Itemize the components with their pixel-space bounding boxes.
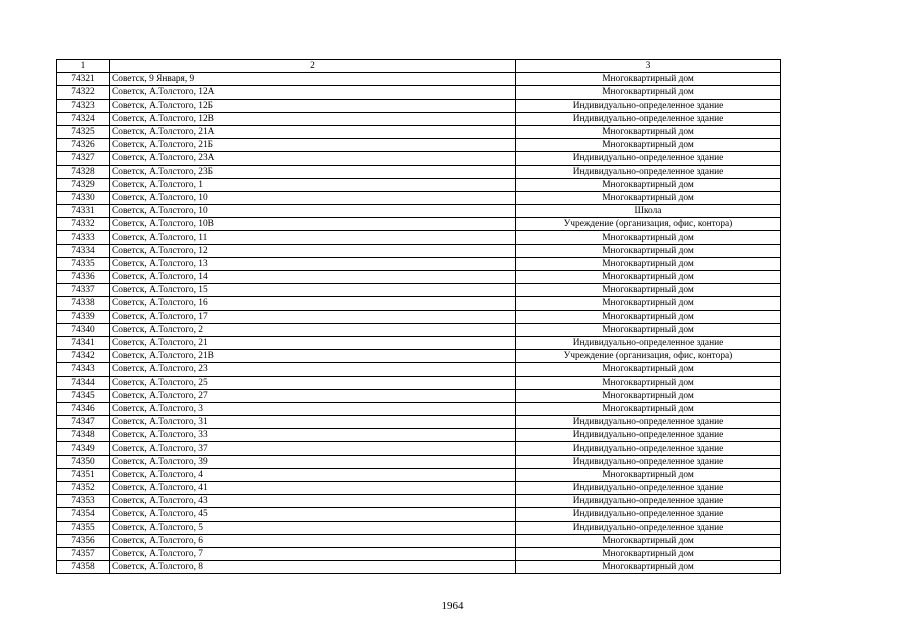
table-row (57, 416, 781, 429)
row-number-cell: 74343 (57, 363, 110, 376)
row-number-cell: 74341 (57, 336, 110, 349)
table-row (57, 310, 781, 323)
address-cell: Советск, А.Толстого, 13 (110, 257, 516, 270)
address-cell: Советск, А.Толстого, 10 (110, 191, 516, 204)
object-type-cell: Многоквартирный дом (516, 231, 781, 244)
object-type-cell: Учреждение (организация, офис, контора) (516, 350, 781, 363)
row-number-cell: 74337 (57, 284, 110, 297)
object-type-cell: Многоквартирный дом (516, 389, 781, 402)
table-row (57, 125, 781, 138)
object-type-cell: Индивидуально-определенное здание (516, 455, 781, 468)
object-type-cell: Индивидуально-определенное здание (516, 416, 781, 429)
table-row (57, 376, 781, 389)
row-number-cell: 74338 (57, 297, 110, 310)
table-row (57, 547, 781, 560)
row-number-cell: 74357 (57, 547, 110, 560)
address-cell: Советск, А.Толстого, 27 (110, 389, 516, 402)
object-type-cell: Индивидуально-определенное здание (516, 482, 781, 495)
table-row (57, 455, 781, 468)
table-row (57, 165, 781, 178)
address-cell: Советск, А.Толстого, 6 (110, 534, 516, 547)
table-row (57, 152, 781, 165)
address-cell: Советск, А.Толстого, 12Б (110, 99, 516, 112)
object-type-cell: Многоквартирный дом (516, 139, 781, 152)
object-type-cell: Многоквартирный дом (516, 86, 781, 99)
row-number-cell: 74329 (57, 178, 110, 191)
object-type-cell: Многоквартирный дом (516, 284, 781, 297)
row-number-cell: 74334 (57, 244, 110, 257)
address-cell: Советск, А.Толстого, 10 (110, 205, 516, 218)
table-row (57, 244, 781, 257)
row-number-cell: 74356 (57, 534, 110, 547)
table-row (57, 231, 781, 244)
address-cell: Советск, А.Толстого, 43 (110, 495, 516, 508)
address-cell: Советск, А.Толстого, 31 (110, 416, 516, 429)
row-number-cell: 74344 (57, 376, 110, 389)
object-type-cell: Многоквартирный дом (516, 534, 781, 547)
row-number-cell: 74322 (57, 86, 110, 99)
object-type-cell: Индивидуально-определенное здание (516, 442, 781, 455)
address-cell: Советск, А.Толстого, 21 (110, 336, 516, 349)
column-header-number: 1 (57, 60, 110, 73)
address-cell: Советск, А.Толстого, 33 (110, 429, 516, 442)
row-number-cell: 74358 (57, 561, 110, 574)
address-cell: Советск, А.Толстого, 21Б (110, 139, 516, 152)
row-number-cell: 74331 (57, 205, 110, 218)
row-number-cell: 74321 (57, 73, 110, 86)
address-cell: Советск, А.Толстого, 4 (110, 468, 516, 481)
row-number-cell: 74346 (57, 402, 110, 415)
object-type-cell: Многоквартирный дом (516, 257, 781, 270)
object-type-cell: Многоквартирный дом (516, 323, 781, 336)
address-cell: Советск, А.Толстого, 25 (110, 376, 516, 389)
object-type-cell: Многоквартирный дом (516, 363, 781, 376)
object-type-cell: Многоквартирный дом (516, 561, 781, 574)
row-number-cell: 74350 (57, 455, 110, 468)
row-number-cell: 74336 (57, 271, 110, 284)
address-cell: Советск, А.Толстого, 37 (110, 442, 516, 455)
object-type-cell: Индивидуально-определенное здание (516, 429, 781, 442)
object-type-cell: Индивидуально-определенное здание (516, 521, 781, 534)
object-type-cell: Многоквартирный дом (516, 547, 781, 560)
address-cell: Советск, А.Толстого, 21В (110, 350, 516, 363)
row-number-cell: 74353 (57, 495, 110, 508)
object-type-cell: Многоквартирный дом (516, 297, 781, 310)
object-type-cell: Учреждение (организация, офис, контора) (516, 218, 781, 231)
object-type-cell: Индивидуально-определенное здание (516, 99, 781, 112)
table-row (57, 112, 781, 125)
address-cell: Советск, А.Толстого, 12В (110, 112, 516, 125)
object-type-cell: Многоквартирный дом (516, 402, 781, 415)
object-type-cell: Многоквартирный дом (516, 376, 781, 389)
address-cell: Советск, А.Толстого, 23А (110, 152, 516, 165)
row-number-cell: 74348 (57, 429, 110, 442)
address-cell: Советск, А.Толстого, 1 (110, 178, 516, 191)
table-row (57, 402, 781, 415)
table-row (57, 297, 781, 310)
address-cell: Советск, А.Толстого, 5 (110, 521, 516, 534)
address-cell: Советск, А.Толстого, 39 (110, 455, 516, 468)
object-type-cell: Многоквартирный дом (516, 310, 781, 323)
table-row (57, 468, 781, 481)
table-row (57, 482, 781, 495)
object-type-cell: Многоквартирный дом (516, 191, 781, 204)
row-number-cell: 74333 (57, 231, 110, 244)
address-cell: Советск, А.Толстого, 23Б (110, 165, 516, 178)
address-cell: Советск, А.Толстого, 21А (110, 125, 516, 138)
table-row (57, 521, 781, 534)
table-row (57, 534, 781, 547)
table-row (57, 323, 781, 336)
address-cell: Советск, А.Толстого, 2 (110, 323, 516, 336)
row-number-cell: 74349 (57, 442, 110, 455)
address-cell: Советск, А.Толстого, 3 (110, 402, 516, 415)
table-row (57, 73, 781, 86)
address-cell: Советск, А.Толстого, 12 (110, 244, 516, 257)
row-number-cell: 74323 (57, 99, 110, 112)
row-number-cell: 74332 (57, 218, 110, 231)
table-row (57, 271, 781, 284)
object-type-cell: Индивидуально-определенное здание (516, 508, 781, 521)
table-row (57, 350, 781, 363)
address-cell: Советск, А.Толстого, 12А (110, 86, 516, 99)
object-type-cell: Индивидуально-определенное здание (516, 152, 781, 165)
column-header-object-type: 3 (516, 60, 781, 73)
object-type-cell: Индивидуально-определенное здание (516, 336, 781, 349)
table-row (57, 218, 781, 231)
table-row (57, 257, 781, 270)
table-row (57, 178, 781, 191)
row-number-cell: 74339 (57, 310, 110, 323)
address-cell: Советск, А.Толстого, 17 (110, 310, 516, 323)
table-header-row (57, 60, 781, 73)
table-row (57, 284, 781, 297)
table-row (57, 442, 781, 455)
row-number-cell: 74352 (57, 482, 110, 495)
table-row (57, 389, 781, 402)
row-number-cell: 74327 (57, 152, 110, 165)
row-number-cell: 74347 (57, 416, 110, 429)
address-cell: Советск, А.Толстого, 10В (110, 218, 516, 231)
object-type-cell: Многоквартирный дом (516, 73, 781, 86)
row-number-cell: 74330 (57, 191, 110, 204)
table-row (57, 336, 781, 349)
object-type-cell: Индивидуально-определенное здание (516, 112, 781, 125)
table-row (57, 191, 781, 204)
object-type-cell: Школа (516, 205, 781, 218)
row-number-cell: 74340 (57, 323, 110, 336)
row-number-cell: 74335 (57, 257, 110, 270)
row-number-cell: 74342 (57, 350, 110, 363)
address-table (56, 59, 781, 574)
table-row (57, 429, 781, 442)
row-number-cell: 74324 (57, 112, 110, 125)
row-number-cell: 74354 (57, 508, 110, 521)
column-header-address: 2 (110, 60, 516, 73)
row-number-cell: 74351 (57, 468, 110, 481)
address-cell: Советск, А.Толстого, 41 (110, 482, 516, 495)
address-cell: Советск, А.Толстого, 8 (110, 561, 516, 574)
row-number-cell: 74355 (57, 521, 110, 534)
address-cell: Советск, 9 Января, 9 (110, 73, 516, 86)
address-cell: Советск, А.Толстого, 15 (110, 284, 516, 297)
row-number-cell: 74325 (57, 125, 110, 138)
table-row (57, 508, 781, 521)
row-number-cell: 74328 (57, 165, 110, 178)
row-number-cell: 74345 (57, 389, 110, 402)
table-row (57, 205, 781, 218)
table-row (57, 363, 781, 376)
table-row (57, 139, 781, 152)
object-type-cell: Индивидуально-определенное здание (516, 495, 781, 508)
address-cell: Советск, А.Толстого, 11 (110, 231, 516, 244)
page-number: 1964 (441, 600, 464, 612)
object-type-cell: Многоквартирный дом (516, 178, 781, 191)
address-cell: Советск, А.Толстого, 16 (110, 297, 516, 310)
address-cell: Советск, А.Толстого, 14 (110, 271, 516, 284)
object-type-cell: Многоквартирный дом (516, 271, 781, 284)
table-row (57, 86, 781, 99)
object-type-cell: Многоквартирный дом (516, 244, 781, 257)
object-type-cell: Многоквартирный дом (516, 125, 781, 138)
row-number-cell: 74326 (57, 139, 110, 152)
address-cell: Советск, А.Толстого, 7 (110, 547, 516, 560)
object-type-cell: Индивидуально-определенное здание (516, 165, 781, 178)
table-row (57, 99, 781, 112)
address-cell: Советск, А.Толстого, 23 (110, 363, 516, 376)
table-body (57, 60, 781, 574)
table-row (57, 495, 781, 508)
address-cell: Советск, А.Толстого, 45 (110, 508, 516, 521)
table-row (57, 561, 781, 574)
object-type-cell: Многоквартирный дом (516, 468, 781, 481)
